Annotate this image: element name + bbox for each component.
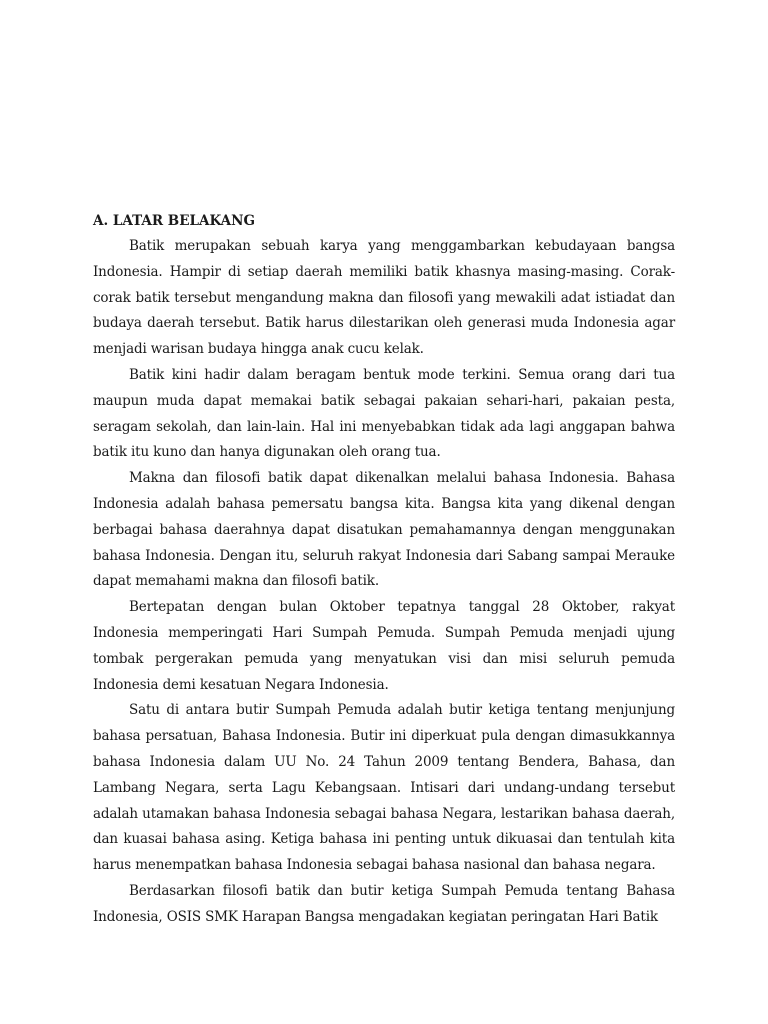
section-heading: A. LATAR BELAKANG [93, 213, 255, 229]
paragraph-5: Satu di antara butir Sumpah Pemuda adalah butir ketiga tentang menjunjung bahasa persatuan, Bahasa Indonesia. Butir ini diperkuat pula dengan dimasukkannya bahasa Indonesia dalam UU No. 24 Tahun 2009 tentang Bendera, Bahasa, dan Lambang Negara, serta Lagu Kebangsaan. Intisari dari undang-undang tersebut adalah utamakan bahasa Indonesia sebagai bahasa Negara, lestarikan bahasa daerah, dan kuasai bahasa asing. Ketiga bahasa ini penting untuk dikuasai dan tentulah kita harus menempatkan bahasa Indonesia sebagai bahasa nasional dan bahasa negara. [93, 702, 675, 874]
document-body [93, 208, 675, 931]
paragraph-6: Berdasarkan filosofi batik dan butir ketiga Sumpah Pemuda tentang Bahasa Indonesia, OSIS SMK Harapan Bangsa mengadakan kegiatan peringatan Hari Batik [93, 882, 675, 925]
paragraph-1: Batik merupakan sebuah karya yang menggambarkan kebudayaan bangsa Indonesia. Hampir di setiap daerah memiliki batik khasnya masing-masing. Corak-corak batik tersebut mengandung makna dan filosofi yang mewakili adat istiadat dan budaya daerah tersebut. Batik harus dilestarikan oleh generasi muda Indonesia agar menjadi warisan budaya hingga anak cucu kelak. [93, 238, 675, 358]
paragraph-4: Bertepatan dengan bulan Oktober tepatnya tanggal 28 Oktober, rakyat Indonesia memperingati Hari Sumpah Pemuda. Sumpah Pemuda menjadi ujung tombak pergerakan pemuda yang menyatukan visi dan misi seluruh pemuda Indonesia demi kesatuan Negara Indonesia. [93, 599, 675, 693]
paragraph-3: Makna dan filosofi batik dapat dikenalkan melalui bahasa Indonesia. Bahasa Indonesia adalah bahasa pemersatu bangsa kita. Bangsa kita yang dikenal dengan berbagai bahasa daerahnya dapat disatukan pemahamannya dengan menggunakan bahasa Indonesia. Dengan itu, seluruh rakyat Indonesia dari Sabang sampai Merauke dapat memahami makna dan filosofi batik. [93, 470, 675, 590]
paragraph-2: Batik kini hadir dalam beragam bentuk mode terkini. Semua orang dari tua maupun muda dapat memakai batik sebagai pakaian sehari-hari, pakaian pesta, seragam sekolah, dan lain-lain. Hal ini menyebabkan tidak ada lagi anggapan bahwa batik itu kuno dan hanya digunakan oleh orang tua. [93, 366, 675, 461]
